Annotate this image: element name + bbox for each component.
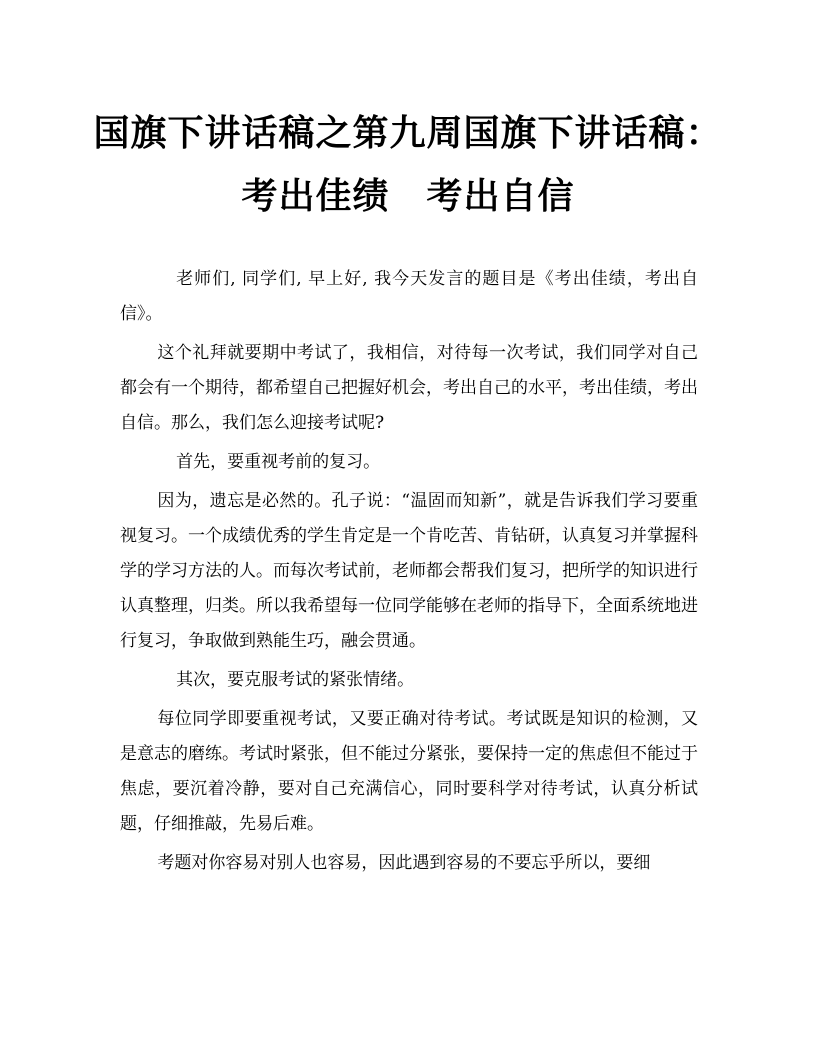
- paragraph-easy-questions: 考题对你容易对别人也容易，因此遇到容易的不要忘乎所以，要细: [157, 853, 651, 873]
- document-title-line-2: 考出佳绩 考出自信: [241, 175, 575, 217]
- paragraph-second-point: 其次，要克服考试的紧张情绪。: [176, 670, 415, 690]
- document-title-line-1: 国旗下讲话稿之第九周国旗下讲话稿：: [93, 112, 723, 154]
- document-body: [120, 262, 698, 885]
- paragraph-greeting: 老师们, 同学们, 早上好, 我今天发言的题目是《考出佳绩，考出自信》。: [120, 269, 698, 324]
- paragraph-nervousness: 每位同学即要重视考试，又要正确对待考试。考试既是知识的检测，又是意志的磨练。考试时紧张，但不能过分紧张，要保持一定的焦虑但不能过于焦虑，要沉着冷静，要对自己充满信心，同时要科学对待考试，认真分析试题，仔细推敲，先易后难。: [120, 709, 698, 834]
- paragraph-first-point: 首先，要重视考前的复习。: [176, 452, 381, 472]
- paragraph-exam-intro: 这个礼拜就要期中考试了，我相信，对待每一次考试，我们同学对自己都会有一个期待，都希望自己把握好机会，考出自己的水平，考出佳绩，考出自信。那么，我们怎么迎接考试呢?: [120, 343, 698, 433]
- paragraph-review: 因为，遗忘是必然的。孔子说：“温固而知新”，就是告诉我们学习要重视复习。一个成绩优秀的学生肯定是一个肯吃苦、肯钻研，认真复习并掌握科学的学习方法的人。而每次考试前，老师都会帮我们复习，把所学的知识进行认真整理，归类。所以我希望每一位同学能够在老师的指导下，全面系统地进行复习，争取做到熟能生巧，融会贯通。: [120, 491, 698, 651]
